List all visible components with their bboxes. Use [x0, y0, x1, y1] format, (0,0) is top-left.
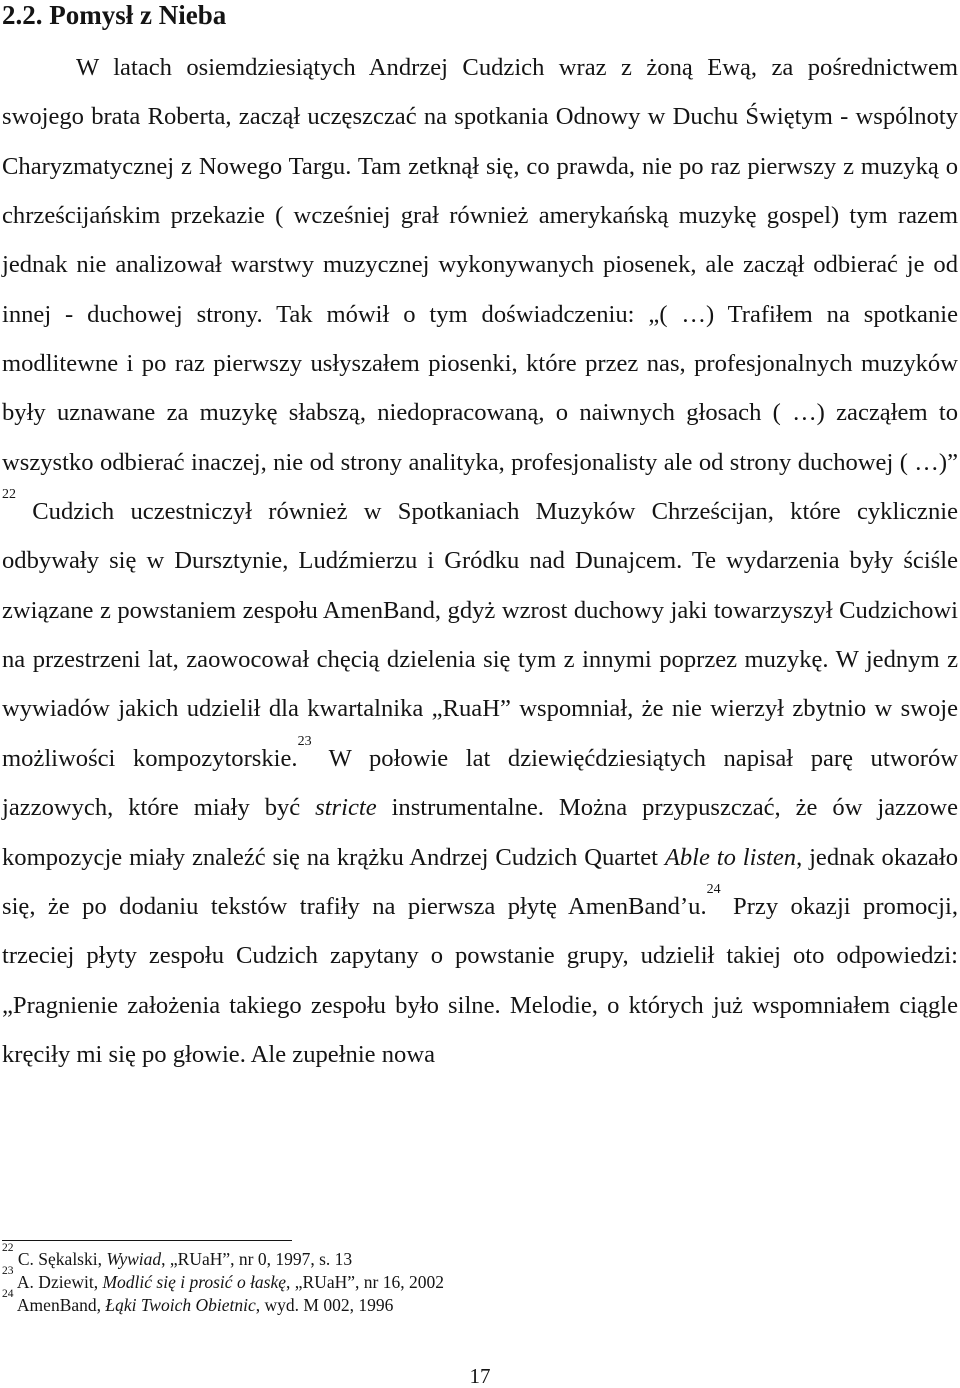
footnote-ref-24[interactable]: 24	[706, 881, 721, 897]
body-text-part-1: W latach osiemdziesiątych Andrzej Cudzich wraz z żoną Ewą, za pośrednictwem swojego brata Roberta, zaczął uczęszczać na spotkania Odnowy w Duchu Świętym - wspólnoty Charyzmatycznej z Nowego Targu. Tam zetknął się, co prawda, nie po raz pierwszy z muzyką o chrześcijańskim przekazie ( wcześniej grał również amerykańską muzykę gospel) tym razem jednak nie analizował warstwy muzycznej wykonywanych piosenek, ale zaczął odbierać je od innej - duchowej strony. Tak mówił o tym doświadczeniu: „( …) Trafiłem na spotkanie modlitewne i po raz pierwszy usłyszałem piosenki, które przez nas, profesjonalnych muzyków były uznawane za muzykę słabszą, niedopracowaną, o naiwnych głosach ( …) zacząłem to wszystko odbierać inaczej, nie od strony analityka, profesjonalisty ale od strony duchowej ( …)”	[2, 54, 958, 476]
body-text-part-4: Przy okazji promocji, trzeciej płyty zespołu Cudzich zapytany o powstanie grupy, udzielił takiej oto odpowiedzi: „Pragnienie założenia takiego zespołu było silne. Melodie, o których już wspomniałem ciągle kręciły mi się po głowie. Ale zupełnie nowa	[2, 892, 958, 1068]
footnote-title: Łąki Twoich Obietnic	[105, 1295, 256, 1315]
footnote-number: 24	[2, 1288, 14, 1301]
footnote-item	[2, 1265, 902, 1294]
footnote-ref-23[interactable]: 23	[297, 733, 312, 749]
footnote-separator	[2, 1240, 292, 1241]
footnote-item	[2, 1242, 902, 1271]
footnote-ref-22[interactable]: 22	[2, 486, 16, 502]
footnote-text: AmenBand,	[16, 1295, 106, 1315]
footnote-title: Modlić się i prosić o łaskę	[102, 1272, 287, 1292]
footnote-item	[2, 1288, 902, 1317]
page-number: 17	[469, 1364, 491, 1388]
body-paragraph	[2, 43, 958, 1079]
italic-term-stricte: stricte	[315, 794, 377, 822]
footnote-number: 22	[2, 1242, 14, 1255]
section-heading: 2.2. Pomysł z Nieba	[2, 0, 227, 30]
footnote-text: , wyd. M 002, 1996	[255, 1295, 394, 1315]
footnote-number: 23	[2, 1265, 14, 1278]
footnote-text: A. Dziewit,	[16, 1272, 103, 1292]
footnote-text: , „RUaH”, nr 16, 2002	[286, 1272, 444, 1292]
footnotes-list	[2, 1242, 902, 1317]
body-text-part-2: Cudzich uczestniczył również w Spotkaniach Muzyków Chrześcijan, które cyklicznie odbywały się w Dursztynie, Ludźmierzu i Gródku nad Dunajcem. Te wydarzenia były ściśle związane z powstaniem zespołu AmenBand, gdyż wzrost duchowy jaki towarzyszył Cudzichowi na przestrzeni lat, zaowocował chęcią dzielenia się tym z innymi poprzez muzykę. W jednym z wywiadów jakich udzielił dla kwartalnika „RuaH” wspomniał, że nie wierzył zbytnio w swoje możliwości kompozytorskie.	[2, 498, 958, 772]
body-text-part-3c: , jednak okazało się, że po dodaniu tekstów trafiły na pierwsza płytę AmenBand’u.	[2, 843, 959, 920]
body-text-part-3b: instrumentalne. Można przypuszczać, że ów jazzowe kompozycje miały znaleźć się na krążku Andrzej Cudzich Quartet	[2, 794, 958, 871]
footnote-text: , „RUaH”, nr 0, 1997, s. 13	[161, 1249, 353, 1269]
body-text-part-3a: W połowie lat dziewięćdziesiątych napisał parę utworów jazzowych, które miały być	[2, 744, 958, 822]
footnote-text: C. Sękalski,	[17, 1249, 107, 1269]
italic-album-title: Able to listen	[664, 843, 797, 871]
footnote-title: Wywiad	[106, 1249, 162, 1269]
